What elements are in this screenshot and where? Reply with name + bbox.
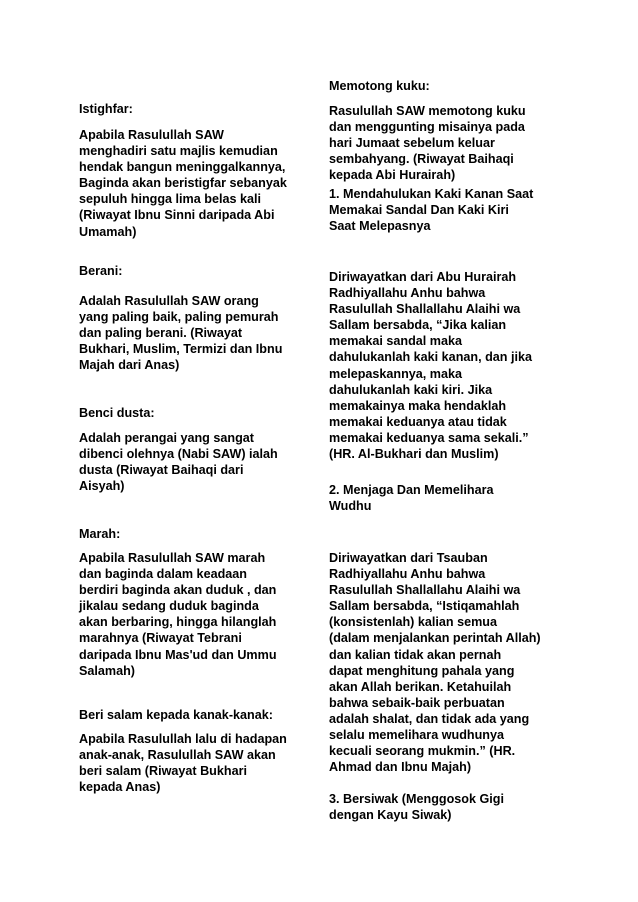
beri-salam-heading: Beri salam kepada kanak-kanak:: [79, 708, 273, 722]
memotong-kuku-heading: Memotong kuku:: [329, 79, 430, 93]
section-2-paragraph: Diriwayatkan dari Tsauban Radhiyallahu Anhu bahwa Rasulullah Shallallahu Alaihi wa Sallam bersabda, “Istiqamahlah (konsistenlah) kalian semua (dalam menjalankan perintah Allah) dan kalian tidak akan pernah dapat menghitung pahala yang akan Allah berikan. Ketahuilah bahwa sebaik-baik perbuatan adalah shalat, dan tidak ada yang selalu memelihara wudhunya kecuali seorang mukmin.” (HR. Ahmad dan Ibnu Majah): [329, 551, 541, 775]
berani-heading: Berani:: [79, 264, 123, 278]
memotong-kuku-paragraph: Rasulullah SAW memotong kuku dan menggunting misainya pada hari Jumaat sebelum keluar sembahyang. (Riwayat Baihaqi kepada Abi Hurairah): [329, 104, 526, 183]
benci-dusta-heading: Benci dusta:: [79, 406, 155, 420]
section-1-paragraph: Diriwayatkan dari Abu Hurairah Radhiyallahu Anhu bahwa Rasulullah Shallallahu Alaihi wa Sallam bersabda, “Jika kalian memakai sandal maka dahulukanlah kaki kanan, dan jika melepaskannya, maka dahulukanlah kaki kiri. Jika memakainya maka hendaklah memakai keduanya atau tidak memakai keduanya sama sekali.” (HR. Al-Bukhari dan Muslim): [329, 270, 532, 462]
section-3-heading: 3. Bersiwak (Menggosok Gigi dengan Kayu Siwak): [329, 792, 504, 823]
beri-salam-paragraph: Apabila Rasulullah lalu di hadapan anak-anak, Rasulullah SAW akan beri salam (Riwayat Bukhari kepada Anas): [79, 732, 287, 795]
section-1-heading: 1. Mendahulukan Kaki Kanan Saat Memakai Sandal Dan Kaki Kiri Saat Melepasnya: [329, 187, 534, 234]
berani-paragraph: Adalah Rasulullah SAW orang yang paling baik, paling pemurah dan paling berani. (Riwayat Bukhari, Muslim, Termizi dan Ibnu Majah dari Anas): [79, 294, 283, 373]
istighfar-paragraph: Apabila Rasulullah SAW menghadiri satu majlis kemudian hendak bangun meninggalkannya, Baginda akan beristigfar sebanyak sepuluh hingga lima belas kali (Riwayat Ibnu Sinni daripada Abi Umamah): [79, 128, 287, 239]
section-2-heading: 2. Menjaga Dan Memelihara Wudhu: [329, 483, 494, 514]
istighfar-heading: Istighfar:: [79, 102, 133, 116]
benci-dusta-paragraph: Adalah perangai yang sangat dibenci olehnya (Nabi SAW) ialah dusta (Riwayat Baihaqi dari Aisyah): [79, 431, 278, 494]
marah-paragraph: Apabila Rasulullah SAW marah dan baginda dalam keadaan berdiri baginda akan duduk , dan jikalau sedang duduk baginda akan berbaring, hingga hilanglah marahnya (Riwayat Tebrani daripada Ibnu Mas'ud dan Ummu Salamah): [79, 551, 277, 678]
marah-heading: Marah:: [79, 527, 121, 541]
